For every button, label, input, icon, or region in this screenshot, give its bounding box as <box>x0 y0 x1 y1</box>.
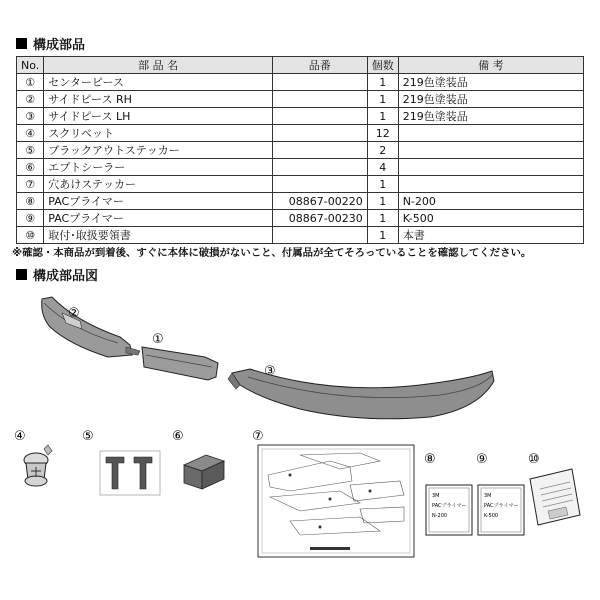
section-heading-parts <box>16 34 85 53</box>
header-name: 部 品 名 <box>44 57 273 74</box>
cell-note: 219色塗装品 <box>398 74 583 91</box>
cell-no: ④ <box>17 125 44 142</box>
label-10: ⑩ <box>528 452 540 467</box>
cell-note <box>398 159 583 176</box>
section-heading-diagram <box>16 265 98 284</box>
blackout-sticker-drawing <box>100 451 160 495</box>
square-bullet-icon <box>16 38 27 49</box>
side-piece-rh-drawing <box>42 297 140 357</box>
cell-name: PACプライマー <box>44 193 273 210</box>
cell-part <box>272 142 367 159</box>
header-no: No. <box>17 57 44 74</box>
cell-name: サイドピース LH <box>44 108 273 125</box>
header-note: 備 考 <box>398 57 583 74</box>
label-5: ⑤ <box>82 429 94 444</box>
cell-note: 219色塗装品 <box>398 108 583 125</box>
table-row <box>17 125 584 142</box>
table-row <box>17 193 584 210</box>
label-4: ④ <box>14 429 26 444</box>
cell-part <box>272 227 367 244</box>
section-title: 構成部品図 <box>33 269 99 284</box>
cell-name: 穴あけステッカー <box>44 176 273 193</box>
table-row <box>17 210 584 227</box>
cell-qty: 1 <box>367 193 398 210</box>
cell-part <box>272 125 367 142</box>
scrivet-drawing <box>24 445 52 486</box>
parts-table <box>16 56 584 244</box>
cell-no: ③ <box>17 108 44 125</box>
cell-no: ⑩ <box>17 227 44 244</box>
cell-part <box>272 159 367 176</box>
cell-qty: 1 <box>367 176 398 193</box>
primer-k-code: K-500 <box>484 513 499 519</box>
label-9: ⑨ <box>476 452 488 467</box>
label-8: ⑧ <box>424 452 436 467</box>
cell-name: センターピース <box>44 74 273 91</box>
cell-note: 219色塗装品 <box>398 91 583 108</box>
parts-diagram <box>0 285 600 600</box>
cell-name: ブラックアウトステッカー <box>44 142 273 159</box>
cell-name: PACプライマー <box>44 210 273 227</box>
label-1: ① <box>152 332 164 347</box>
cell-qty: 2 <box>367 142 398 159</box>
drilling-sticker-sheet <box>258 445 414 557</box>
primer-n200-drawing <box>426 485 472 535</box>
cell-no: ② <box>17 91 44 108</box>
cell-part: 08867-00220 <box>272 193 367 210</box>
cell-name: 取付･取扱要領書 <box>44 227 273 244</box>
table-row <box>17 227 584 244</box>
label-3: ③ <box>264 364 276 379</box>
cell-qty: 1 <box>367 210 398 227</box>
cell-qty: 4 <box>367 159 398 176</box>
instruction-booklet-drawing <box>530 469 580 525</box>
cell-qty: 1 <box>367 227 398 244</box>
table-row <box>17 142 584 159</box>
cell-no: ⑧ <box>17 193 44 210</box>
cell-no: ⑨ <box>17 210 44 227</box>
table-row <box>17 108 584 125</box>
cell-qty: 1 <box>367 91 398 108</box>
center-piece-drawing <box>142 347 218 380</box>
cell-qty: 1 <box>367 74 398 91</box>
label-7: ⑦ <box>252 429 264 444</box>
section-title: 構成部品 <box>33 38 86 53</box>
cell-note: N-200 <box>398 193 583 210</box>
square-bullet-icon <box>16 269 27 280</box>
label-2: ② <box>68 306 80 321</box>
primer-n-brand: 3M <box>432 493 440 499</box>
cell-no: ① <box>17 74 44 91</box>
table-header-row <box>17 57 584 74</box>
cell-no: ⑤ <box>17 142 44 159</box>
primer-k-brand: 3M <box>484 493 492 499</box>
primer-k500-drawing <box>478 485 524 535</box>
primer-n-name: PACプライマー <box>432 503 467 509</box>
cell-note <box>398 125 583 142</box>
label-6: ⑥ <box>172 429 184 444</box>
cell-qty: 1 <box>367 108 398 125</box>
cell-no: ⑥ <box>17 159 44 176</box>
header-part-number: 品番 <box>272 57 367 74</box>
primer-n-code: N-200 <box>432 513 448 519</box>
epto-sealer-drawing <box>184 455 224 489</box>
table-row <box>17 74 584 91</box>
cell-name: スクリベット <box>44 125 273 142</box>
header-quantity: 個数 <box>367 57 398 74</box>
table-row <box>17 91 584 108</box>
cell-note <box>398 176 583 193</box>
cell-part <box>272 176 367 193</box>
cell-part: 08867-00230 <box>272 210 367 227</box>
cell-note <box>398 142 583 159</box>
cell-name: サイドピース RH <box>44 91 273 108</box>
cell-note: K-500 <box>398 210 583 227</box>
primer-k-name: PACプライマー <box>484 503 519 509</box>
cell-name: エプトシーラー <box>44 159 273 176</box>
cell-qty: 12 <box>367 125 398 142</box>
notice-text: ※確認・本商品が到着後、すぐに本体に破損がないこと、付属品が全てそろっていることを確認してください。 <box>12 247 532 259</box>
cell-note: 本書 <box>398 227 583 244</box>
table-row <box>17 176 584 193</box>
cell-part <box>272 91 367 108</box>
table-row <box>17 159 584 176</box>
cell-no: ⑦ <box>17 176 44 193</box>
cell-part <box>272 74 367 91</box>
cell-part <box>272 108 367 125</box>
